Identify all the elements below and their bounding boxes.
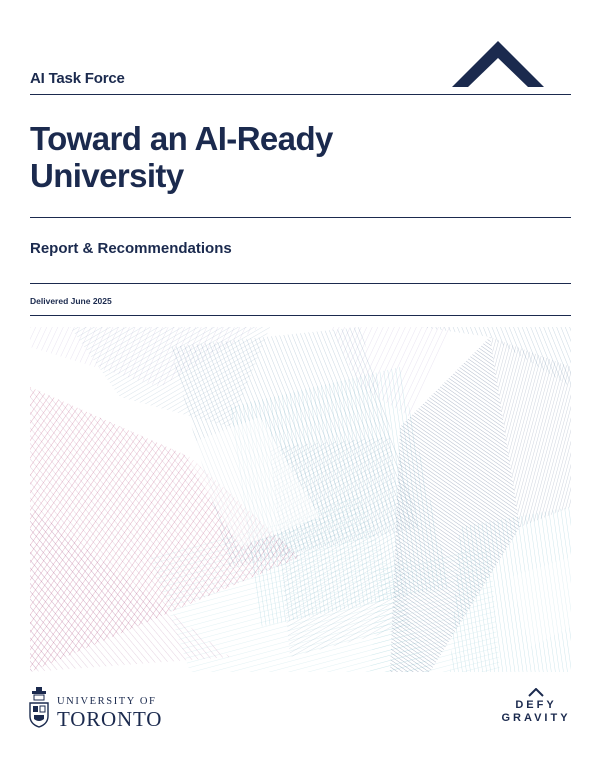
date-divider xyxy=(30,315,571,316)
title-divider xyxy=(30,217,571,218)
header-divider xyxy=(30,94,571,95)
partner-logo xyxy=(498,688,574,725)
partner-name-line-1: DEFY xyxy=(515,699,557,711)
series-label: AI Task Force xyxy=(30,70,125,87)
title-line-1: Toward an AI-Ready xyxy=(30,120,333,157)
delivery-date: Delivered June 2025 xyxy=(30,296,112,306)
title-line-2: University xyxy=(30,157,184,194)
chevron-peak-icon xyxy=(452,41,544,87)
subtitle-divider xyxy=(30,283,571,284)
report-subtitle: Report & Recommendations xyxy=(30,240,232,257)
chevron-up-icon xyxy=(528,688,544,697)
university-name-line-2: TORONTO xyxy=(57,707,163,731)
page-title xyxy=(30,120,450,194)
partner-name-line-2: GRAVITY xyxy=(501,712,571,724)
university-name-line-1: UNIVERSITY OF xyxy=(57,696,157,707)
university-crest-icon xyxy=(28,686,50,728)
university-wordmark xyxy=(57,696,162,730)
cover-artwork xyxy=(30,327,571,672)
